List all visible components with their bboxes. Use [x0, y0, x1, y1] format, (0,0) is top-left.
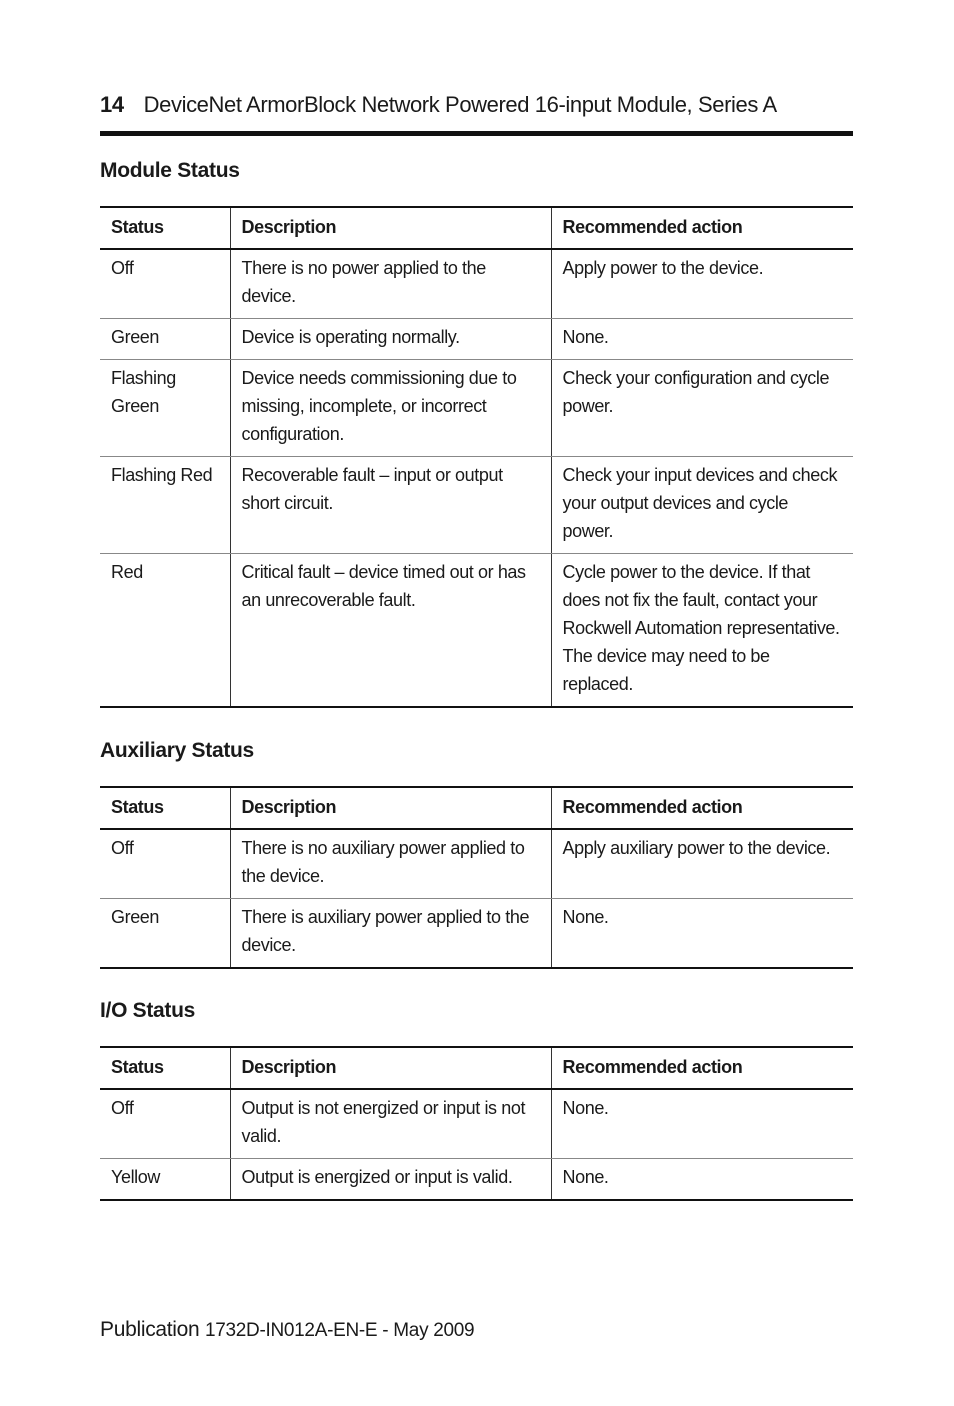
module-status-table [100, 206, 853, 708]
column-header-description: Description [230, 787, 551, 829]
publication-label: Publication [100, 1318, 200, 1341]
publication-number: 1732D-IN012A-EN-E - May 2009 [204, 1320, 475, 1341]
action-cell: Apply power to the device. [551, 249, 853, 319]
status-cell: Red [100, 554, 230, 708]
description-cell: Device needs commissioning due to missing, incomplete, or incorrect configuration. [230, 360, 551, 457]
table-header-row [100, 787, 853, 829]
action-cell: None. [551, 1159, 853, 1201]
description-cell: Recoverable fault – input or output short circuit. [230, 457, 551, 554]
column-header-status: Status [100, 207, 230, 249]
table-row [100, 249, 853, 319]
section-title-auxiliary-status: Auxiliary Status [100, 739, 254, 762]
action-cell: Check your input devices and check your output devices and cycle power. [551, 457, 853, 554]
status-cell: Green [100, 899, 230, 969]
page-header [100, 92, 853, 136]
section-title-module-status: Module Status [100, 159, 240, 182]
column-header-status: Status [100, 787, 230, 829]
status-cell: Green [100, 319, 230, 360]
column-header-action: Recommended action [551, 1047, 853, 1089]
table-row [100, 319, 853, 360]
table-row [100, 899, 853, 969]
status-cell: Flashing Green [100, 360, 230, 457]
action-cell: None. [551, 1089, 853, 1159]
status-cell: Flashing Red [100, 457, 230, 554]
column-header-action: Recommended action [551, 787, 853, 829]
auxiliary-status-table [100, 786, 853, 969]
description-cell: Critical fault – device timed out or has an unrecoverable fault. [230, 554, 551, 708]
description-cell: There is no power applied to the device. [230, 249, 551, 319]
table-row [100, 1089, 853, 1159]
page-footer [100, 1318, 474, 1342]
status-cell: Yellow [100, 1159, 230, 1201]
status-cell: Off [100, 1089, 230, 1159]
description-cell: There is auxiliary power applied to the device. [230, 899, 551, 969]
action-cell: None. [551, 319, 853, 360]
description-cell: Device is operating normally. [230, 319, 551, 360]
action-cell: Check your configuration and cycle power. [551, 360, 853, 457]
table-row [100, 360, 853, 457]
table-row [100, 1159, 853, 1201]
document-title: DeviceNet ArmorBlock Network Powered 16-input Module, Series A [143, 92, 777, 117]
status-cell: Off [100, 249, 230, 319]
column-header-status: Status [100, 1047, 230, 1089]
column-header-description: Description [230, 207, 551, 249]
table-row [100, 554, 853, 708]
table-row [100, 457, 853, 554]
description-cell: Output is energized or input is valid. [230, 1159, 551, 1201]
action-cell: None. [551, 899, 853, 969]
section-title-io-status: I/O Status [100, 999, 196, 1022]
action-cell: Cycle power to the device. If that does not fix the fault, contact your Rockwell Automation representative. The device may need to be replaced. [551, 554, 853, 708]
status-cell: Off [100, 829, 230, 899]
table-row [100, 829, 853, 899]
page-number: 14 [100, 92, 124, 117]
action-cell: Apply auxiliary power to the device. [551, 829, 853, 899]
table-header-row [100, 207, 853, 249]
io-status-table [100, 1046, 853, 1201]
description-cell: There is no auxiliary power applied to the device. [230, 829, 551, 899]
column-header-action: Recommended action [551, 207, 853, 249]
column-header-description: Description [230, 1047, 551, 1089]
table-header-row [100, 1047, 853, 1089]
description-cell: Output is not energized or input is not valid. [230, 1089, 551, 1159]
